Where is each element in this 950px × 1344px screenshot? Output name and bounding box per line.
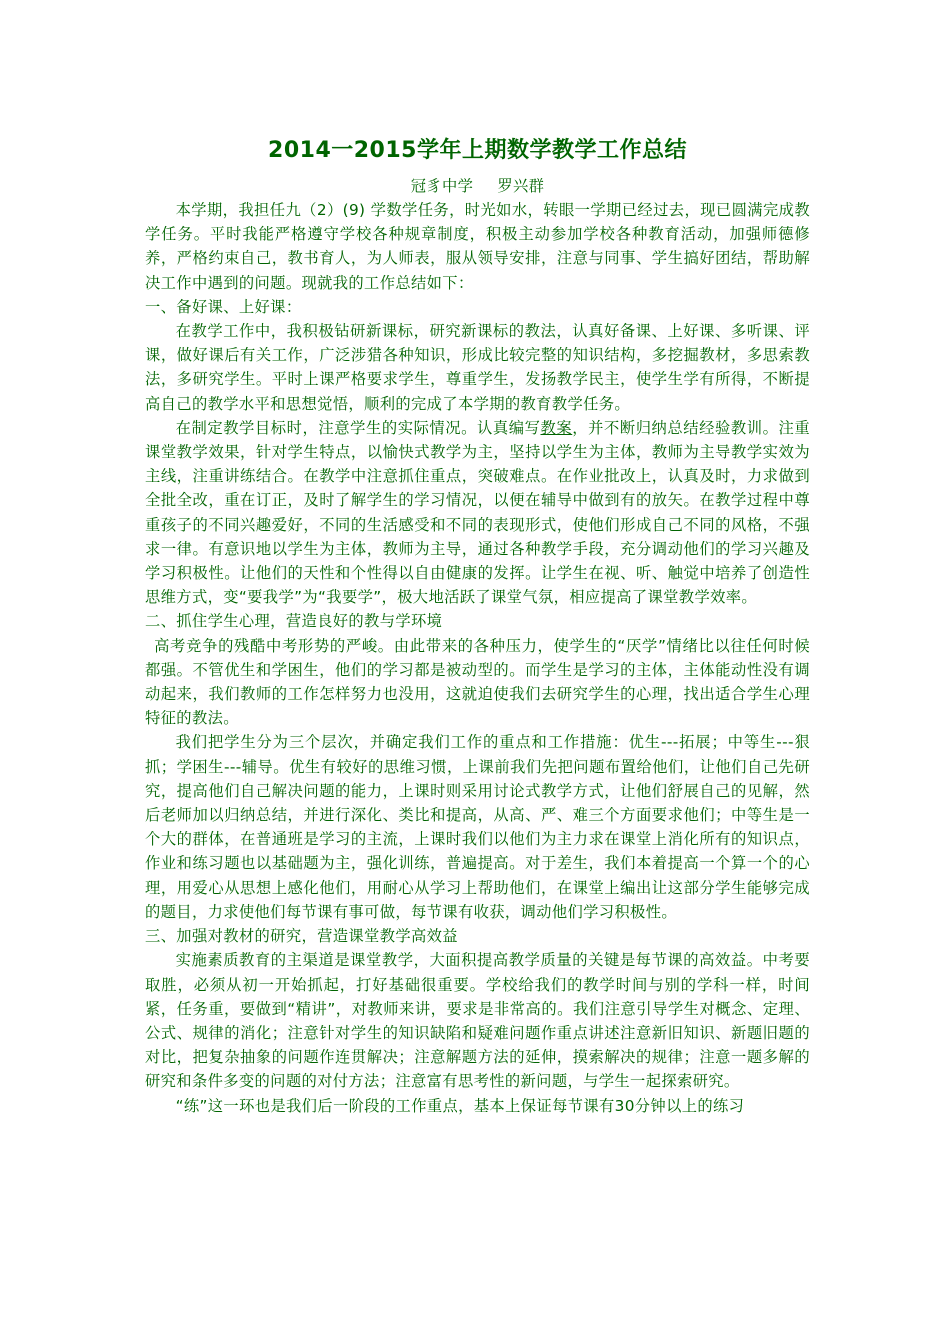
school-name: 冠豸中学 — [410, 177, 474, 195]
section1-paragraph-2 — [145, 416, 810, 610]
section1-p2-text-before: 在制定教学目标时，注意学生的实际情况。认真编写 — [175, 418, 541, 437]
document-body — [145, 132, 810, 1118]
section3-paragraph-2: “练”这一环也是我们后一阶段的工作重点，基本上保证每节课有30分钟以上的练习 — [175, 1096, 745, 1115]
section-heading-3: 三、加强对教材的研究，营造课堂教学高效益 — [145, 927, 458, 946]
section3-paragraph-1: 实施素质教育的主渠道是课堂教学，大面积提高教学质量的关键是每节课的高效益。中考要取胜，必须从初一开始抓起，打好基础很重要。学校给我们的教学时间与别的学科一样，时间紧，任务重，要做到“精讲”，对教师来讲，要求是非常高的。我们注意引导学生对概念、定理、公式、规律的消化；注意针对学生的知识缺陷和疑难问题作重点讲述注意新旧知识、新题旧题的对比，把复杂抽象的问题作连贯解决；注意解题方法的延伸，摸索解决的规律；注意一题多解的研究和条件多变的问题的对付方法；注意富有思考性的新问题，与学生一起探索研究。 — [145, 951, 810, 1091]
document-title: 2014一2015学年上期数学教学工作总结 — [268, 138, 687, 163]
section2-paragraph-1: 高考竞争的残酷中考形势的严峻。由此带来的各种压力，使学生的“厌学”情绪比以往任何时候都强。不管优生和学困生，他们的学习都是被动型的。而学生是学习的主体，主体能动性没有调动起来，我们教师的工作怎样努力也没用，这就迫使我们去研究学生的心理，找出适合学生心理特征的教法。 — [145, 636, 810, 728]
lesson-plan-link[interactable]: 教案 — [540, 418, 573, 437]
section-heading-2: 二、抓住学生心理，营造良好的教与学环境 — [145, 612, 443, 631]
author-line — [145, 174, 810, 198]
section-heading-1: 一、备好课、上好课： — [145, 297, 302, 316]
author-name: 罗兴群 — [497, 177, 545, 195]
intro-paragraph: 本学期，我担任九（2）(9) 学数学任务，时光如水，转眼一学期已经过去，现已圆满完成教学任务。平时我能严格遵守学校各种规章制度，积极主动参加学校各种教育活动，加强师德修养，严格约束自己，教书育人，为人师表，服从领导安排，注意与同事、学生搞好团结，帮助解决工作中遇到的问题。现就我的工作总结如下： — [145, 201, 810, 292]
section1-paragraph-1: 在教学工作中，我积极钻研新课标，研究新课标的教法，认真好备课、上好课、多听课、评课，做好课后有关工作，广泛涉猎各种知识，形成比较完整的知识结构，多挖掘教材，多思索教法，多研究学生。平时上课严格要求学生，尊重学生，发扬教学民主，使学生学有所得，不断提高自己的教学水平和思想觉悟，顺利的完成了本学期的教育教学任务。 — [145, 322, 810, 413]
section1-p2-text-after: ，并不断归纳总结经验教训。注重课堂教学效果，针对学生特点，以愉快式教学为主，坚持以学生为主体，教师为主导教学实效为主线，注重讲练结合。在教学中注意抓住重点，突破难点。在作业批改上，认真及时，力求做到全批全改，重在订正，及时了解学生的学习情况，以便在辅导中做到有的放矢。在教学过程中尊重孩子的不同兴趣爱好，不同的生活感受和不同的表现形式，使他们形成自己不同的风格，不强求一律。有意识地以学生为主体，教师为主导，通过各种教学手段，充分调动他们的学习兴趣及学习积极性。让他们的天性和个性得以自由健康的发挥。让学生在视、听、触觉中培养了创造性思维方式，变“要我学”为“我要学”，极大地活跃了课堂气氛，相应提高了课堂教学效率。 — [145, 418, 810, 607]
section2-paragraph-2: 我们把学生分为三个层次，并确定我们工作的重点和工作措施：优生---拓展；中等生---狠抓；学困生---辅导。优生有较好的思维习惯，上课前我们先把问题布置给他们，让他们自己先研究，提高他们自己解决问题的能力，上课时则采用讨论式教学方式，让他们舒展自己的见解，然后老师加以归纳总结，并进行深化、类比和提高，从高、严、难三个方面要求他们；中等生是一个大的群体，在普通班是学习的主流，上课时我们以他们为主力求在课堂上消化所有的知识点，作业和练习题也以基础题为主，强化训练，普遍提高。对于差生，我们本着提高一个算一个的心理，用爱心从思想上感化他们，用耐心从学习上帮助他们，在课堂上编出让这部分学生能够完成的题目，力求使他们每节课有事可做，每节课有收获，调动他们学习积极性。 — [145, 733, 810, 921]
